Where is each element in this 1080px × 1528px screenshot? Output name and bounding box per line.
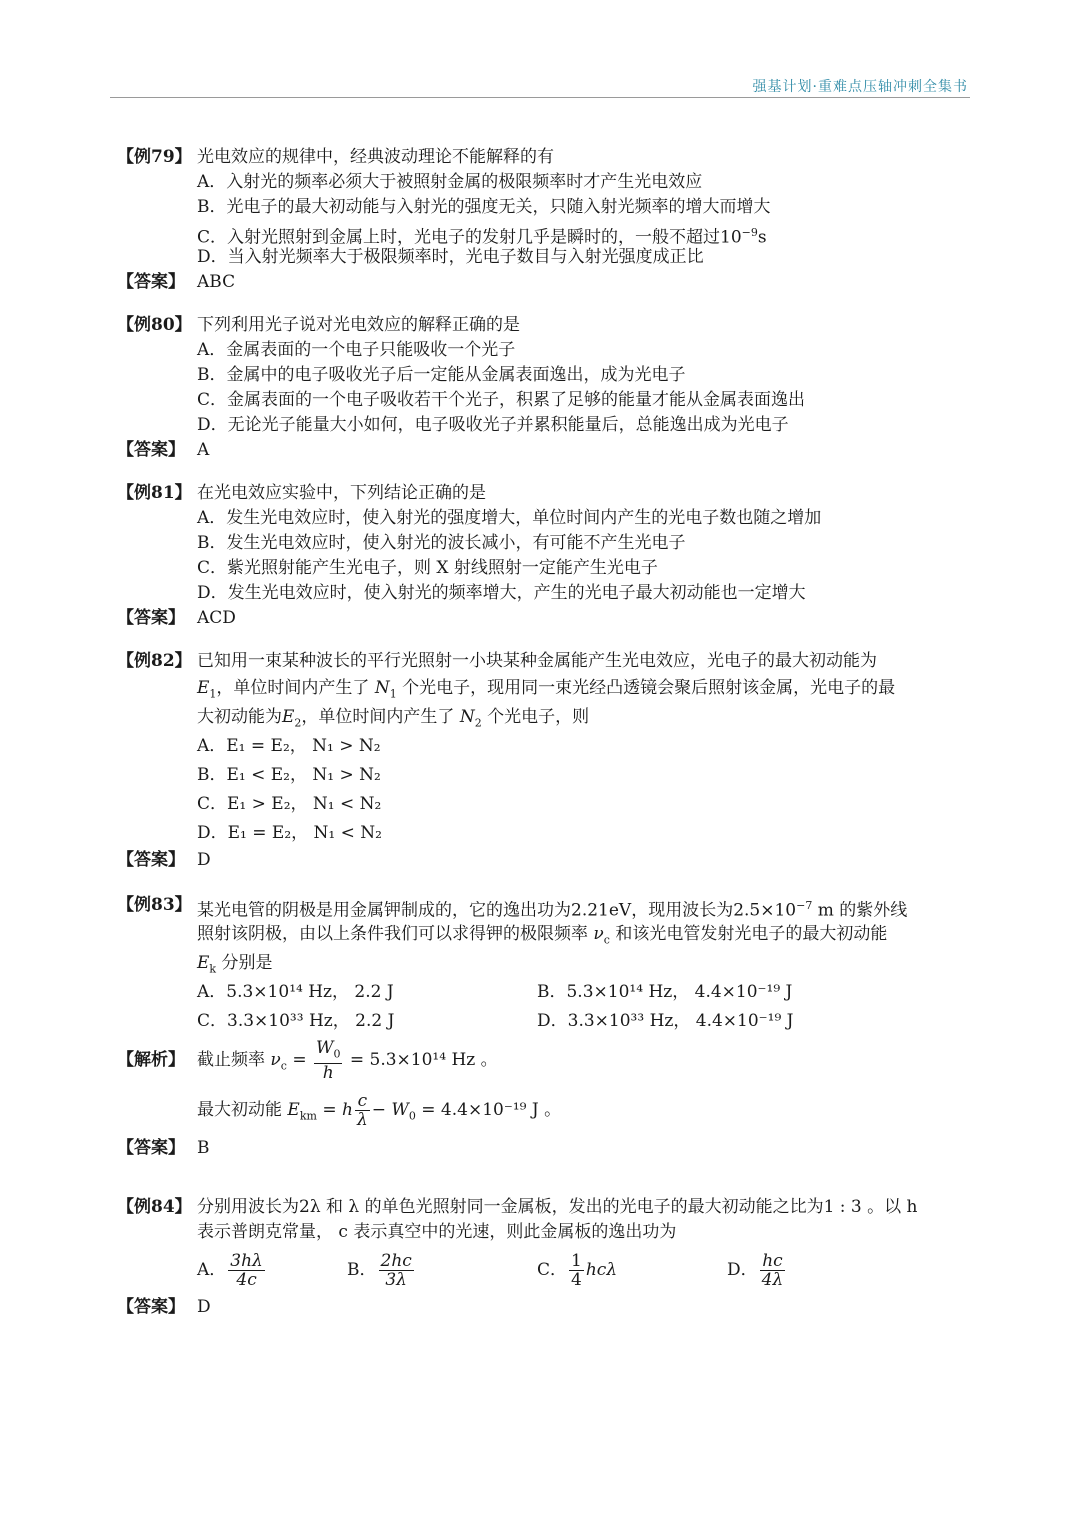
ex84-answer-tag: 【答案】 [117,1297,185,1317]
ex79-option-b: B．光电子的最大初动能与入射光的强度无关，只随入射光频率的增大而增大 [197,197,771,217]
ex84-question-2: 表示普朗克常量， c 表示真空中的光速，则此金属板的逸出功为 [197,1222,677,1242]
ex84-option-c: C． $\frac{1}{4}$ hcλ [537,1251,618,1290]
ex82-question-1: 已知用一束某种波长的平行光照射一小块某种金属能产生光电效应，光电子的最大初动能为 [197,651,877,671]
ex83-option-a: A．5.3×10¹⁴ Hz， 2.2 J [197,982,394,1002]
ex84-question-1: 分别用波长为2λ 和 λ 的单色光照射同一金属板，发出的光电子的最大初动能之比为1 : 3 。以 h [197,1197,918,1217]
ex83-option-b: B．5.3×10¹⁴ Hz， 4.4×10⁻¹⁹ J [537,982,793,1002]
ex80-option-b: B．金属中的电子吸收光子后一定能从金属表面逸出，成为光电子 [197,365,686,385]
ex81-option-b: B．发生光电效应时，使入射光的波长减小，有可能不产生光电子 [197,533,686,553]
ex82-answer-tag: 【答案】 [117,850,185,870]
ex82-answer: D [197,850,211,870]
ex83-fraction-c-lambda: $\frac{c}{\lambda}$ [356,1091,368,1130]
ex80-option-d: D．无论光子能量大小如何，电子吸收光子并累积能量后，总能逸出成为光电子 [197,415,789,435]
ex79-tag: 【例79】 [117,147,192,167]
ex83-analysis-2: 最大初动能 $E_{km} = h$ $\frac{c}{\lambda}$ − $W_0 = 4.4\times 10^{-19}$ J 。 [197,1091,562,1130]
ex82-option-d: D．E₁ = E₂， N₁ < N₂ [197,823,382,843]
ex82-question-3: 大初动能为$E_2$，单位时间内产生了 $N_2$ 个光电子，则 [197,707,590,730]
ex80-option-c: C．金属表面的一个电子吸收若干个光子，积累了足够的能量才能从金属表面逸出 [197,390,806,410]
ex82-tag: 【例82】 [117,651,192,671]
ex82-option-b: B．E₁ < E₂， N₁ > N₂ [197,765,381,785]
ex83-analysis-tag: 【解析】 [117,1050,185,1070]
ex83-question-2: 照射该阴极，由以上条件我们可以求得钾的极限频率 $\nu_c$ 和该光电管发射光电子的最大初动能 [197,924,888,947]
ex79-question: 光电效应的规律中，经典波动理论不能解释的有 [197,147,554,167]
ex83-option-c: C．3.3×10³³ Hz， 2.2 J [197,1011,395,1031]
ex80-question: 下列利用光子说对光电效应的解释正确的是 [197,315,520,335]
ex80-answer-tag: 【答案】 [117,440,185,460]
ex84-option-b: B． $\frac{2hc}{3\lambda}$ [347,1251,412,1290]
ex80-option-a: A．金属表面的一个电子只能吸收一个光子 [197,340,516,360]
ex82-option-a: A．E₁ = E₂， N₁ > N₂ [197,736,381,756]
header-title: 强基计划·重难点压轴冲刺全集书 [752,79,968,95]
ex83-answer: B [197,1138,210,1158]
ex83-question-1: 某光电管的阴极是用金属钾制成的，它的逸出功为2.21eV，现用波长为$2.5\times 10^{-7}$ m 的紫外线 [197,899,908,921]
ex80-tag: 【例80】 [117,315,192,335]
ex79-option-c-text: C．入射光照射到金属上时，光电子的发射几乎是瞬时的，一般不超过 [197,227,721,248]
ex83-question-3: $E_k$ 分别是 [197,953,273,976]
ex80-answer: A [197,440,210,460]
ex81-option-c: C．紫光照射能产生光电子，则 X 射线照射一定能产生光电子 [197,558,658,578]
ex81-answer-tag: 【答案】 [117,608,185,628]
ex79-answer: ABC [197,272,236,292]
ex81-question: 在光电效应实验中，下列结论正确的是 [197,483,486,503]
ex79-answer-tag: 【答案】 [117,272,185,292]
ex81-tag: 【例81】 [117,483,192,503]
ex83-analysis-1: 截止频率 $\nu_c$ = $\frac{W_0}{h}$ = 5.3×10¹⁴ Hz 。 [197,1037,498,1084]
ex81-option-a: A．发生光电效应时，使入射光的强度增大，单位时间内产生的光电子数也随之增加 [197,508,822,528]
content [117,145,967,1320]
ex79-option-d: D．当入射光频率大于极限频率时，光电子数目与入射光强度成正比 [197,247,704,267]
ex84-tag: 【例84】 [117,1197,192,1217]
ex83-fraction-w0-h: $\frac{W_0}{h}$ [315,1037,341,1084]
ex82-question-2: $E_1$，单位时间内产生了 $N_1$ 个光电子，现用同一束光经凸透镜会聚后照射该金属，光电子的最 [197,678,896,701]
ex79-option-a: A．入射光的频率必须大于被照射金属的极限频率时才产生光电效应 [197,172,703,192]
ex82-option-c: C．E₁ > E₂， N₁ < N₂ [197,794,382,814]
ex81-answer: ACD [197,608,236,628]
ex83-option-d: D．3.3×10³³ Hz， 4.4×10⁻¹⁹ J [537,1011,794,1031]
ex84-answer: D [197,1297,211,1317]
ex83-tag: 【例83】 [117,895,192,915]
ex84-option-d: D． $\frac{hc}{4\lambda}$ [727,1251,784,1290]
ex79-option-c-exp: −9 [741,226,758,239]
ex79-option-c-unit: s [757,227,767,248]
ex83-answer-tag: 【答案】 [117,1138,185,1158]
ex79-question-line [117,145,967,170]
ex81-option-d: D．发生光电效应时，使入射光的频率增大，产生的光电子最大初动能也一定增大 [197,583,806,603]
header-rule [110,97,970,98]
ex84-option-a: A． $\frac{3h\lambda}{4c}$ [197,1251,263,1290]
ex79-option-c-base: 10 [720,227,742,248]
